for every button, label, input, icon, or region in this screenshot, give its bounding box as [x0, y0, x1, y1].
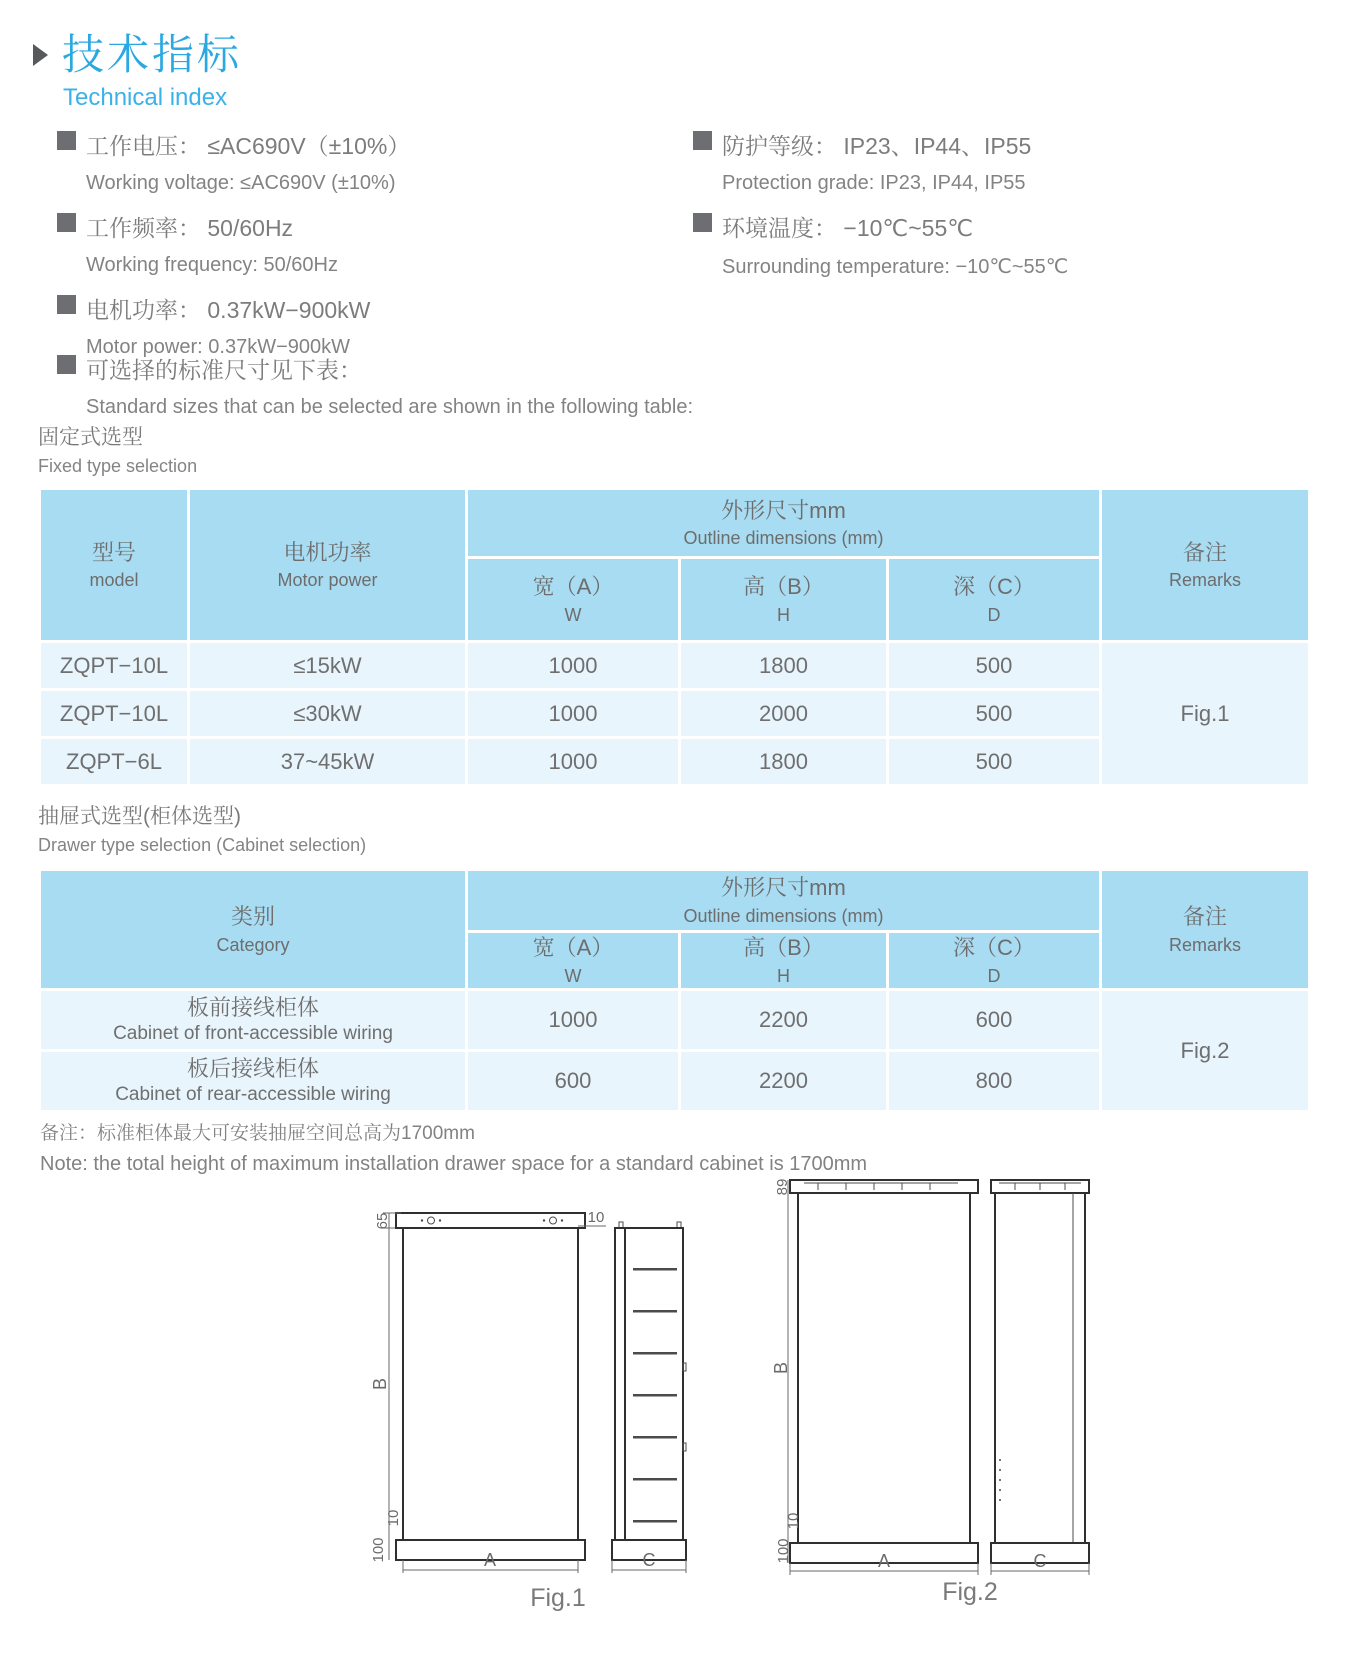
header-depth-cn: 深（C）	[953, 574, 1035, 599]
fig1-caption: Fig.1	[530, 1584, 586, 1612]
header-category	[40, 870, 467, 990]
spec-en-text: Motor power: 0.37kW−900kW	[86, 336, 350, 358]
fig1-dim-C: C	[642, 1550, 656, 1570]
header-category-en: Category	[216, 934, 290, 955]
cell-depth: 800	[888, 1051, 1101, 1112]
header-width	[467, 558, 680, 642]
cell-category-en: Cabinet of front-accessible wiring	[113, 1023, 393, 1045]
header-remarks-en: Remarks	[1168, 570, 1241, 590]
section-label-cn: 固定式选型	[38, 426, 143, 449]
fig2-dim-A: A	[877, 1551, 891, 1571]
fig1-dim-100: 100	[370, 1537, 387, 1563]
cell-width: 600	[467, 1051, 680, 1112]
figure-2-drawing	[710, 1100, 1110, 1615]
header-width-cn: 宽（A）	[532, 574, 614, 599]
section-label-cn: 抽屉式选型(柜体选型)	[38, 805, 241, 828]
cell-depth: 600	[888, 990, 1101, 1051]
section-arrow-icon	[33, 44, 48, 66]
header-height-cn: 高（B）	[743, 935, 824, 960]
page-title: 技术指标	[62, 31, 243, 78]
fig1-dim-10-top: 10	[587, 1209, 605, 1226]
cell-category	[40, 1051, 467, 1112]
spec-item	[693, 128, 1068, 161]
fig1-dim-10-bottom: 10	[385, 1509, 402, 1527]
cell-category-cn: 板前接线柜体	[186, 994, 319, 1020]
header-width-cn: 宽（A）	[532, 935, 614, 960]
header-height-cn: 高（B）	[743, 574, 824, 599]
fig1-front-view	[370, 1209, 606, 1573]
figure-1-drawing	[340, 1140, 700, 1620]
header-dims-en: Outline dimensions (mm)	[683, 528, 884, 548]
section-drawer-type	[38, 800, 366, 856]
header-depth-en: D	[987, 965, 1001, 986]
cell-remark: Fig.2	[1101, 990, 1310, 1112]
bullet-square-icon	[693, 131, 712, 150]
spec-item	[57, 128, 410, 161]
spec-en-text: Standard sizes that can be selected are shown in the following table:	[86, 396, 694, 418]
fig2-dim-C: C	[1033, 1551, 1047, 1571]
spec-cn-text: 环境温度： −10℃~55℃	[722, 215, 974, 241]
title-block	[62, 31, 243, 112]
cell-remark: Fig.1	[1101, 642, 1310, 786]
bullet-square-icon	[693, 213, 712, 232]
fig1-side-view	[612, 1222, 686, 1573]
spec-cn-text: 电机功率： 0.37kW−900kW	[86, 297, 371, 323]
header-motor-power	[189, 489, 467, 642]
cell-category-en: Cabinet of rear-accessible wiring	[115, 1084, 391, 1106]
fixed-type-table	[38, 487, 1311, 787]
header-outline-dimensions	[467, 489, 1101, 558]
fig2-dim-89: 89	[774, 1178, 791, 1196]
cell-width: 1000	[467, 690, 680, 738]
cell-model: ZQPT−10L	[40, 642, 189, 690]
cell-height: 1800	[680, 642, 888, 690]
spec-item	[57, 210, 410, 243]
spec-cn-text: 防护等级： IP23、IP44、IP55	[722, 133, 1032, 159]
cell-power: ≤30kW	[189, 690, 467, 738]
section-label-en: Drawer type selection (Cabinet selection)	[38, 835, 367, 855]
fig2-dim-B: B	[771, 1361, 791, 1375]
spec-column-left	[57, 128, 410, 374]
table-row	[40, 990, 1310, 1051]
header-power-en: Motor power	[277, 570, 378, 590]
bullet-square-icon	[57, 355, 76, 374]
page-subtitle: Technical index	[63, 84, 228, 111]
spec-item	[57, 352, 693, 385]
header-category-cn: 类别	[230, 904, 275, 929]
cell-model: ZQPT−6L	[40, 738, 189, 786]
cell-height: 2200	[680, 1051, 888, 1112]
header-remarks-cn: 备注	[1182, 904, 1227, 929]
header-depth-en: D	[987, 604, 1001, 625]
bullet-square-icon	[57, 295, 76, 314]
cell-category-cn: 板后接线柜体	[186, 1055, 319, 1081]
bullet-square-icon	[57, 213, 76, 232]
spec-item	[693, 210, 1068, 243]
header-remarks	[1101, 870, 1310, 990]
header-remarks-en: Remarks	[1168, 934, 1241, 955]
spec-item	[57, 292, 410, 325]
spec-cn-text: 工作频率： 50/60Hz	[86, 215, 294, 241]
header-depth-cn: 深（C）	[953, 935, 1035, 960]
cell-height: 1800	[680, 738, 888, 786]
spec-cn-text: 可选择的标准尺寸见下表：	[86, 357, 362, 383]
spec-en-text: Working frequency: 50/60Hz	[86, 254, 338, 276]
cell-depth: 500	[888, 738, 1101, 786]
header-model-en: model	[89, 570, 139, 590]
header-width-en: W	[564, 604, 582, 625]
table-row	[40, 642, 1310, 690]
header-height	[680, 932, 888, 990]
fig2-caption: Fig.2	[942, 1578, 998, 1606]
fig2-dim-100: 100	[775, 1538, 792, 1564]
spec-en-text: Surrounding temperature: −10℃~55℃	[722, 256, 1069, 278]
header-dims-en: Outline dimensions (mm)	[683, 905, 884, 926]
spec-en-text: Working voltage: ≤AC690V (±10%)	[86, 172, 396, 194]
header-depth	[888, 558, 1101, 642]
fig1-dim-65: 65	[374, 1212, 391, 1230]
drawer-type-table	[38, 868, 1311, 1113]
header-height-en: H	[777, 965, 790, 986]
header-outline-dimensions	[467, 870, 1101, 932]
section-fixed-type	[38, 421, 197, 477]
cell-power: 37~45kW	[189, 738, 467, 786]
cell-height: 2200	[680, 990, 888, 1051]
header-dims-cn: 外形尺寸mm	[721, 497, 846, 523]
fig2-side-view	[991, 1180, 1089, 1575]
fig1-dim-B: B	[370, 1377, 390, 1391]
note-cn: 备注：标准柜体最大可安装抽屉空间总高为1700mm	[40, 1123, 475, 1144]
section-label-en: Fixed type selection	[38, 456, 198, 476]
header-depth	[888, 932, 1101, 990]
bullet-square-icon	[57, 131, 76, 150]
header-dims-cn: 外形尺寸mm	[721, 875, 846, 900]
header-power-cn: 电机功率	[283, 539, 372, 565]
cell-width: 1000	[467, 642, 680, 690]
page-header	[33, 31, 243, 112]
cell-power: ≤15kW	[189, 642, 467, 690]
header-model	[40, 489, 189, 642]
header-width-en: W	[564, 965, 582, 986]
cell-model: ZQPT−10L	[40, 690, 189, 738]
header-model-cn: 型号	[91, 539, 136, 565]
fig1-dim-A: A	[483, 1550, 497, 1570]
cell-depth: 500	[888, 690, 1101, 738]
cell-width: 1000	[467, 738, 680, 786]
header-remarks	[1101, 489, 1310, 642]
spec-column-right	[693, 128, 1068, 294]
note-en: Note: the total height of maximum installation drawer space for a standard cabinet is 1700mm	[40, 1153, 868, 1175]
header-height-en: H	[777, 604, 790, 625]
header-remarks-cn: 备注	[1182, 539, 1227, 565]
fig2-dim-10: 10	[785, 1512, 802, 1530]
spec-en-text: Protection grade: IP23, IP44, IP55	[722, 172, 1026, 194]
header-height	[680, 558, 888, 642]
fig2-front-view	[771, 1179, 978, 1575]
header-width	[467, 932, 680, 990]
cell-depth: 500	[888, 642, 1101, 690]
cell-category	[40, 990, 467, 1051]
cell-height: 2000	[680, 690, 888, 738]
cell-width: 1000	[467, 990, 680, 1051]
spec-cn-text: 工作电压： ≤AC690V（±10%）	[86, 133, 411, 159]
